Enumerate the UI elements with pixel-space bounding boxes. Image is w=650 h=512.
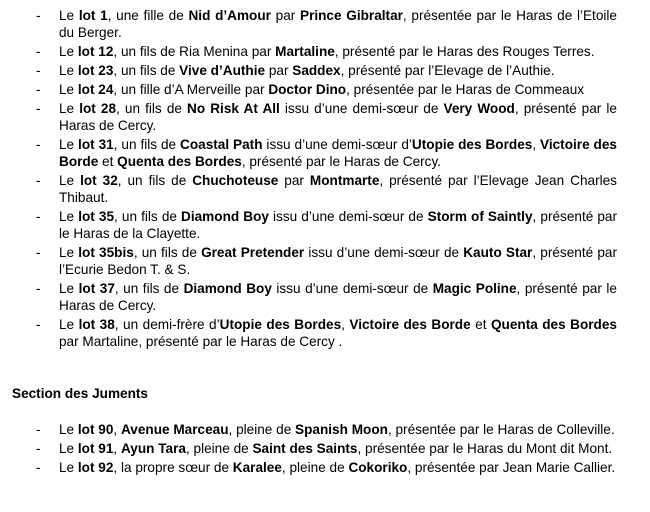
bold-text-run: No Risk At All xyxy=(187,101,280,116)
bold-text-run: Prince Gibraltar xyxy=(300,8,403,23)
bold-text-run: lot 28 xyxy=(79,101,117,116)
bold-text-run: Spanish Moon xyxy=(295,422,388,437)
list-bullet: - xyxy=(36,44,41,59)
text-run: issu d’une demi-sœur de xyxy=(271,281,433,296)
text-run: , xyxy=(532,137,541,152)
text-run: Le xyxy=(59,63,78,78)
bold-text-run: Utopie des Bordes xyxy=(411,137,533,152)
bold-text-run: Kauto Star xyxy=(463,245,533,260)
list-bullet: - xyxy=(36,209,41,224)
bold-text-run: lot 91 xyxy=(77,441,114,456)
text-run: par xyxy=(265,63,293,78)
text-run: , présenté par le Haras des Rouges Terres. xyxy=(334,44,595,59)
bold-text-run: lot 23 xyxy=(77,63,114,78)
bold-text-run: lot 31 xyxy=(78,137,114,152)
lot-item xyxy=(0,43,650,60)
bold-text-run: Avenue Marceau xyxy=(120,422,229,437)
text-run: par xyxy=(278,173,310,188)
bold-text-run: lot 37 xyxy=(78,281,115,296)
text-run: , présentée par Jean Marie Callier. xyxy=(407,460,616,475)
bold-text-run: Saint des Saints xyxy=(252,441,358,456)
text-run: , un fille d’A Merveille par xyxy=(113,82,269,97)
bold-text-run: Nid d’Amour xyxy=(188,8,271,23)
bold-text-run: Storm of Saintly xyxy=(427,209,533,224)
bold-text-run: Vive d’Authie xyxy=(179,63,266,78)
list-bullet: - xyxy=(36,441,41,456)
lot-item xyxy=(0,316,650,350)
text-run: , un fils de xyxy=(117,173,193,188)
lot-item xyxy=(0,440,650,457)
text-run: Le xyxy=(59,209,79,224)
bold-text-run: lot 38 xyxy=(78,317,115,332)
text-run: , un fils de xyxy=(114,281,184,296)
text-run: , xyxy=(113,422,121,437)
bold-text-run: lot 32 xyxy=(80,173,118,188)
bold-text-run: lot 1 xyxy=(78,8,108,23)
text-run: , présenté par le Haras de Cercy. xyxy=(241,154,442,169)
text-run: , présentée par le Haras de l’Etoile du Berger. xyxy=(59,8,617,40)
bold-text-run: lot 90 xyxy=(77,422,114,437)
text-run: , présenté par l’Elevage Jean Charles Thibaut. xyxy=(59,173,617,205)
text-run: , présenté par le Haras de la Clayette. xyxy=(59,209,618,241)
bold-text-run: Martaline xyxy=(275,44,335,59)
section-heading: Section des Juments xyxy=(12,386,148,401)
bold-text-run: Very Wood xyxy=(443,101,515,116)
list-bullet: - xyxy=(36,422,41,437)
lot-item xyxy=(0,172,650,206)
text-run: issu d’une demi-sœur d’ xyxy=(262,137,412,152)
list-bullet: - xyxy=(36,137,41,152)
bold-text-run: Montmarte xyxy=(309,173,380,188)
bold-text-run: Quenta des Bordes xyxy=(490,317,617,332)
text-run: , présenté par l’Ecurie Bedon T. & S. xyxy=(59,245,617,277)
text-run: et xyxy=(470,317,491,332)
text-run: Le xyxy=(59,8,79,23)
list-bullet: - xyxy=(36,317,41,332)
lot-item xyxy=(0,7,650,41)
text-run: , pleine de xyxy=(228,422,296,437)
text-run: par xyxy=(270,8,300,23)
lot-item xyxy=(0,421,650,438)
bold-text-run: lot 24 xyxy=(77,82,114,97)
list-bullet: - xyxy=(36,8,41,23)
text-run: , un fils de xyxy=(113,63,180,78)
bold-text-run: Diamond Boy xyxy=(181,209,269,224)
list-bullet: - xyxy=(36,101,41,116)
lot-item xyxy=(0,62,650,79)
text-run: Le xyxy=(59,245,79,260)
list-bullet: - xyxy=(36,281,41,296)
text-run: issu d’une demi-sœur de xyxy=(279,101,444,116)
text-run: , présentée par le Haras de Colleville. xyxy=(387,422,615,437)
text-run: par Martaline, présenté par le Haras de Cercy . xyxy=(59,334,343,349)
lot-item xyxy=(0,459,650,476)
bold-text-run: Chuchoteuse xyxy=(192,173,279,188)
bold-text-run: Doctor Dino xyxy=(268,82,347,97)
text-run: , pleine de xyxy=(185,441,253,456)
list-bullet: - xyxy=(36,460,41,475)
text-run: , un fils de xyxy=(116,101,188,116)
lot-item xyxy=(0,208,650,242)
text-run: issu d’une demi-sœur de xyxy=(268,209,428,224)
mare-lot-list xyxy=(0,421,650,478)
lot-item xyxy=(0,100,650,134)
text-run: , xyxy=(341,317,350,332)
text-run: Le xyxy=(59,101,80,116)
text-run: , un demi-frère d’ xyxy=(114,317,220,332)
bold-text-run: Karalee xyxy=(232,460,282,475)
bold-text-run: Great Pretender xyxy=(201,245,305,260)
text-run: Le xyxy=(59,422,78,437)
text-run: Le xyxy=(59,82,78,97)
text-run: issu d’une demi-sœur de xyxy=(304,245,464,260)
bold-text-run: Diamond Boy xyxy=(183,281,272,296)
text-run: Le xyxy=(59,44,78,59)
list-bullet: - xyxy=(36,173,41,188)
bold-text-run: Utopie des Bordes xyxy=(219,317,342,332)
bold-text-run: Saddex xyxy=(292,63,341,78)
bold-text-run: Cokoriko xyxy=(348,460,408,475)
text-run: , présenté par l’Elevage de l’Authie. xyxy=(340,63,555,78)
text-run: , présentée par le Haras du Mont dit Mont. xyxy=(357,441,613,456)
bold-text-run: lot 12 xyxy=(77,44,114,59)
bold-text-run: lot 35 xyxy=(78,209,115,224)
lot-item xyxy=(0,81,650,98)
bold-text-run: Quenta des Bordes xyxy=(117,154,242,169)
text-run: , présentée par le Haras de Commeaux xyxy=(346,82,585,97)
list-bullet: - xyxy=(36,82,41,97)
text-run: , la propre sœur de xyxy=(113,460,233,475)
bold-text-run: Coastal Path xyxy=(180,137,263,152)
bold-text-run: Magic Poline xyxy=(432,281,517,296)
text-run: , un fils de xyxy=(113,137,181,152)
text-run: , xyxy=(113,441,121,456)
bold-text-run: Ayun Tara xyxy=(120,441,186,456)
bold-text-run: Victoire des Borde xyxy=(59,137,617,169)
text-run: , une fille de xyxy=(107,8,189,23)
lot-item xyxy=(0,280,650,314)
text-run: Le xyxy=(59,317,79,332)
text-run: Le xyxy=(59,173,81,188)
text-run: , un fils de xyxy=(114,209,182,224)
text-run: , un fils de xyxy=(133,245,202,260)
list-bullet: - xyxy=(36,63,41,78)
text-run: , pleine de xyxy=(281,460,349,475)
text-run: Le xyxy=(59,460,78,475)
text-run: et xyxy=(98,154,118,169)
list-bullet: - xyxy=(36,245,41,260)
bold-text-run: lot 35bis xyxy=(78,245,134,260)
text-run: Le xyxy=(59,281,79,296)
text-run: , un fils de Ria Menina par xyxy=(113,44,276,59)
stallion-lot-list xyxy=(0,7,650,352)
text-run: Le xyxy=(59,137,79,152)
text-run: , présenté par le Haras de Cercy. xyxy=(59,101,617,133)
lot-item xyxy=(0,136,650,170)
bold-text-run: lot 92 xyxy=(77,460,114,475)
lot-item xyxy=(0,244,650,278)
bold-text-run: Victoire des Borde xyxy=(349,317,471,332)
text-run: Le xyxy=(59,441,78,456)
text-run: , présenté par le Haras de Cercy. xyxy=(59,281,617,313)
